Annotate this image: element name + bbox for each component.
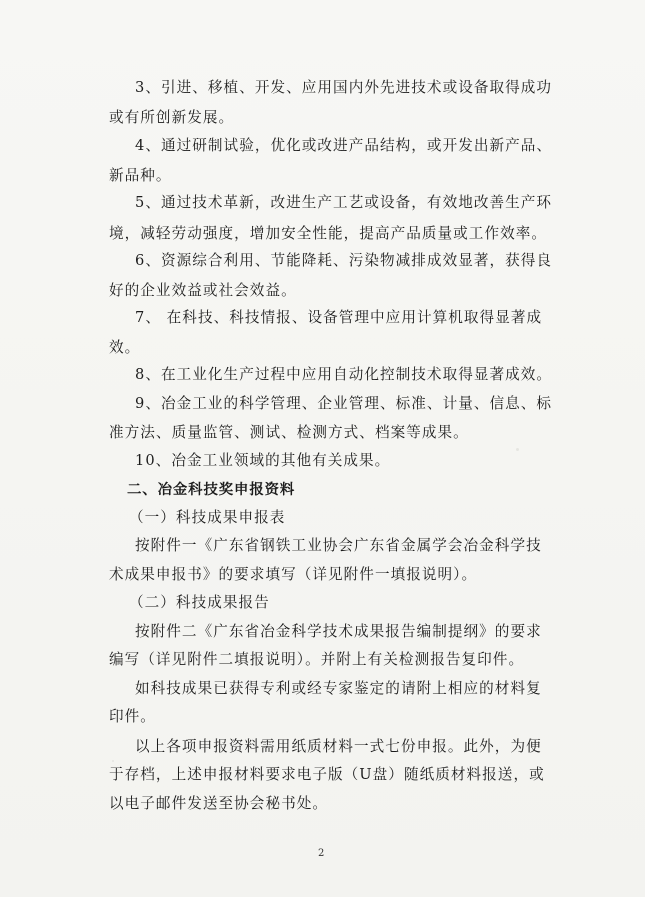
paragraph-4-line-1: 4、通过研制试验，优化或改进产品结构，或开发出新产品、: [135, 137, 553, 154]
page-number: 2: [318, 848, 325, 859]
subsection-2-line-2: 编写（详见附件二填报说明）。并附上有关检测报告复印件。: [109, 651, 525, 668]
subsection-2-heading: （二）科技成果报告: [129, 594, 270, 611]
paragraph-9-line-1: 9、冶金工业的科学管理、企业管理、标准、计量、信息、标: [135, 395, 553, 412]
paragraph-4-line-2: 新品种。: [109, 167, 172, 184]
section-heading: 二、冶金科技奖申报资料: [127, 482, 296, 498]
paragraph-3-line-1: 3、引进、移植、开发、应用国内外先进技术或设备取得成功: [135, 79, 553, 96]
submission-note-line-3: 以电子邮件发送至协会秘书处。: [109, 795, 329, 812]
submission-note-line-2: 于存档，上述申报材料要求电子版（U盘）随纸质材料报送，或: [109, 766, 545, 783]
patent-note-line-1: 如科技成果已获得专利或经专家鉴定的请附上相应的材料复: [135, 680, 542, 697]
submission-note-line-1: 以上各项申报资料需用纸质材料一式七份申报。此外，为便: [135, 738, 542, 755]
subsection-1-heading: （一）科技成果申报表: [129, 509, 286, 526]
paragraph-3-line-2: 或有所创新发展。: [109, 109, 235, 126]
paragraph-9-line-2: 准方法、质量监管、测试、检测方式、档案等成果。: [109, 424, 469, 441]
paragraph-8: 8、在工业化生产过程中应用自动化控制技术取得显著成效。: [135, 366, 553, 383]
paragraph-7-line-1: 7、 在科技、科技情报、设备管理中应用计算机取得显著成: [135, 309, 543, 326]
paragraph-7-line-2: 效。: [109, 339, 141, 356]
subsection-2-line-1: 按附件二《广东省冶金科学技术成果报告编制提纲》的要求: [135, 623, 542, 640]
patent-note-line-2: 印件。: [109, 708, 156, 725]
subsection-1-line-2: 术成果申报书》的要求填写（详见附件一填报说明）。: [109, 566, 478, 583]
paragraph-6-line-1: 6、资源综合利用、节能降耗、污染物减排成效显著，获得良: [135, 252, 553, 269]
paragraph-5-line-1: 5、通过技术革新，改进生产工艺或设备，有效地改善生产环: [135, 194, 553, 211]
paragraph-10: 10、冶金工业领域的其他有关成果。: [135, 452, 391, 469]
subsection-1-line-1: 按附件一《广东省钢铁工业协会广东省金属学会冶金科学技: [135, 537, 542, 554]
paragraph-5-line-2: 境，减轻劳动强度，增加安全性能，提高产品质量或工作效率。: [109, 225, 548, 242]
paragraph-6-line-2: 好的企业效益或社会效益。: [109, 282, 297, 299]
